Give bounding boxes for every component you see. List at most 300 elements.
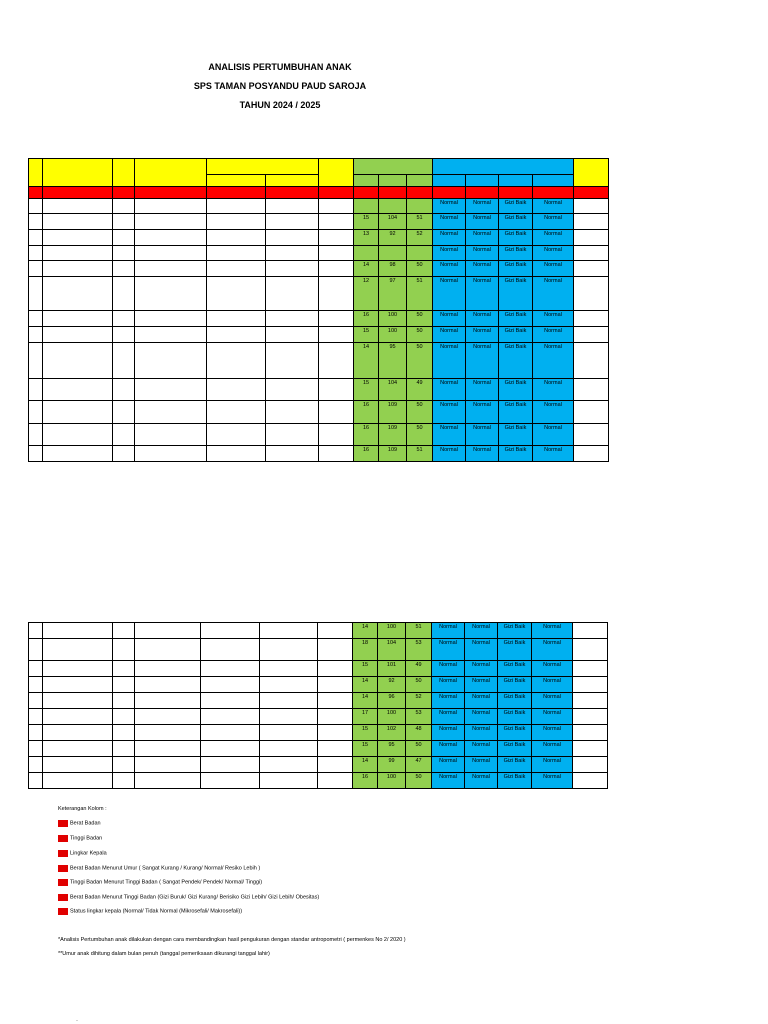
blank-cell [113, 246, 135, 261]
status-cell: Normal [432, 677, 465, 693]
table-row [29, 327, 609, 343]
blank-cell [113, 379, 135, 401]
blank-cell [135, 277, 207, 311]
blank-cell [113, 446, 135, 462]
table-row [29, 639, 608, 661]
status-cell: Gizi Baik [499, 311, 533, 327]
table-row [29, 446, 609, 462]
measurement-cell: 109 [379, 401, 407, 424]
blank-cell [266, 199, 319, 214]
blank-cell [43, 693, 113, 709]
status-cell: Normal [465, 725, 498, 741]
blank-cell [207, 343, 266, 379]
blank-cell [573, 725, 608, 741]
blank-cell [573, 709, 608, 725]
blank-cell [113, 693, 135, 709]
measurement-cell: 15 [353, 741, 378, 757]
blank-cell [574, 277, 609, 311]
blank-cell [135, 246, 207, 261]
blank-cell [319, 214, 354, 230]
blank-cell [207, 277, 266, 311]
blank-cell [135, 677, 201, 693]
status-cell: Normal [432, 757, 465, 773]
header-cell [354, 187, 379, 199]
measurement-cell: 53 [406, 639, 432, 661]
blank-cell [113, 709, 135, 725]
blank-cell [43, 757, 113, 773]
status-cell: Normal [466, 199, 499, 214]
legend-item [58, 865, 260, 873]
blank-cell [29, 725, 43, 741]
status-cell: Normal [465, 677, 498, 693]
status-cell: Gizi Baik [499, 401, 533, 424]
status-cell: Normal [532, 661, 573, 677]
report-subtitle: SPS TAMAN POSYANDU PAUD SAROJA [193, 81, 367, 91]
header-cell [43, 159, 113, 187]
blank-cell [266, 446, 319, 462]
blank-cell [207, 246, 266, 261]
blank-cell [319, 311, 354, 327]
header-row-top [29, 159, 609, 175]
blank-cell [113, 230, 135, 246]
header-cell [29, 159, 43, 187]
legend-item-label: Lingkar Kepala [70, 850, 107, 857]
header-cell [135, 159, 207, 187]
blank-cell [207, 311, 266, 327]
header-cell [407, 175, 433, 187]
blank-cell [201, 709, 260, 725]
blank-cell [43, 261, 113, 277]
measurement-cell: 99 [378, 757, 406, 773]
blank-cell [135, 757, 201, 773]
blank-cell [319, 199, 354, 214]
blank-cell [319, 401, 354, 424]
status-cell: Normal [466, 277, 499, 311]
blank-cell [113, 757, 135, 773]
status-cell: Normal [532, 677, 573, 693]
status-cell: Normal [466, 261, 499, 277]
measurement-cell: 13 [354, 230, 379, 246]
blank-cell [113, 424, 135, 446]
measurement-cell: 49 [406, 661, 432, 677]
header-cell [379, 175, 407, 187]
status-cell: Gizi Baik [499, 230, 533, 246]
blank-cell [113, 639, 135, 661]
measurement-cell: 15 [354, 327, 379, 343]
measurement-cell: 14 [353, 693, 378, 709]
blank-cell [113, 677, 135, 693]
blank-cell [135, 623, 201, 639]
blank-cell [266, 401, 319, 424]
blank-cell [266, 246, 319, 261]
status-cell: Normal [432, 741, 465, 757]
blank-cell [574, 424, 609, 446]
measurement-cell: 14 [353, 623, 378, 639]
table-row [29, 741, 608, 757]
table-row [29, 230, 609, 246]
header-cell [466, 175, 499, 187]
blank-cell [574, 446, 609, 462]
blank-cell [574, 214, 609, 230]
blank-cell [573, 757, 608, 773]
blank-cell [135, 424, 207, 446]
blank-cell [43, 230, 113, 246]
blank-cell [573, 693, 608, 709]
blank-cell [43, 277, 113, 311]
blank-cell [319, 343, 354, 379]
blank-cell [113, 311, 135, 327]
blank-cell [135, 379, 207, 401]
measurement-cell: 47 [406, 757, 432, 773]
status-cell: Gizi Baik [499, 261, 533, 277]
status-cell: Normal [533, 424, 574, 446]
header-cell [29, 187, 43, 199]
blank-cell [43, 246, 113, 261]
status-cell: Normal [466, 446, 499, 462]
table-row [29, 261, 609, 277]
blank-cell [266, 230, 319, 246]
status-cell: Normal [432, 639, 465, 661]
table-row [29, 424, 609, 446]
status-cell: Normal [432, 709, 465, 725]
status-cell: Normal [532, 709, 573, 725]
measurement-cell [407, 246, 433, 261]
blank-cell [574, 401, 609, 424]
blank-cell [113, 277, 135, 311]
blank-cell [135, 773, 201, 789]
header-cell [533, 187, 574, 199]
blank-cell [319, 327, 354, 343]
status-cell: Normal [433, 214, 466, 230]
blank-cell [574, 246, 609, 261]
status-cell: Gizi Baik [498, 623, 532, 639]
blank-cell [135, 261, 207, 277]
blank-cell [135, 661, 201, 677]
table-row [29, 199, 609, 214]
blank-cell [29, 741, 43, 757]
blank-cell [207, 230, 266, 246]
header-cell [354, 175, 379, 187]
blank-cell [29, 379, 43, 401]
measurement-cell: 102 [378, 725, 406, 741]
blank-cell [318, 757, 353, 773]
blank-cell [29, 709, 43, 725]
blank-cell [29, 311, 43, 327]
blank-cell [43, 677, 113, 693]
blank-cell [113, 261, 135, 277]
blank-cell [260, 757, 318, 773]
measurement-cell: 100 [378, 773, 406, 789]
blank-cell [113, 343, 135, 379]
measurement-cell: 50 [407, 261, 433, 277]
measurement-cell: 50 [406, 773, 432, 789]
blank-cell [113, 661, 135, 677]
blank-cell [260, 741, 318, 757]
blank-cell [29, 327, 43, 343]
blank-cell [29, 757, 43, 773]
legend-item-label: Tinggi Badan [70, 835, 103, 842]
measurement-cell: 100 [378, 623, 406, 639]
status-cell: Gizi Baik [499, 246, 533, 261]
blank-cell [319, 230, 354, 246]
table-row [29, 311, 609, 327]
blank-cell [29, 623, 43, 639]
blank-cell [319, 379, 354, 401]
measurement-cell: 50 [407, 424, 433, 446]
blank-cell [207, 214, 266, 230]
status-cell: Normal [433, 246, 466, 261]
blank-cell [43, 446, 113, 462]
status-cell: Normal [533, 401, 574, 424]
blank-cell [266, 261, 319, 277]
page-mark: · [76, 1018, 78, 1024]
blank-cell [43, 709, 113, 725]
blank-cell [201, 693, 260, 709]
status-cell: Normal [533, 261, 574, 277]
status-cell: Normal [465, 639, 498, 661]
blank-cell [260, 661, 318, 677]
blank-cell [135, 725, 201, 741]
header-cell [207, 175, 266, 187]
blank-cell [113, 327, 135, 343]
blank-cell [266, 277, 319, 311]
measurement-cell: 16 [354, 311, 379, 327]
blank-cell [201, 677, 260, 693]
status-cell: Gizi Baik [498, 677, 532, 693]
header-cell [499, 175, 533, 187]
blank-cell [113, 725, 135, 741]
blank-cell [573, 677, 608, 693]
blank-cell [29, 214, 43, 230]
table-row [29, 677, 608, 693]
status-cell: Normal [533, 379, 574, 401]
status-cell: Normal [432, 623, 465, 639]
blank-cell [201, 757, 260, 773]
status-cell: Gizi Baik [499, 277, 533, 311]
legend-swatch [58, 879, 68, 886]
status-cell: Normal [533, 343, 574, 379]
measurement-cell: 104 [378, 639, 406, 661]
measurement-cell: 100 [379, 311, 407, 327]
blank-cell [113, 773, 135, 789]
blank-cell [43, 327, 113, 343]
blank-cell [43, 343, 113, 379]
measurement-cell: 104 [379, 214, 407, 230]
blank-cell [135, 327, 207, 343]
measurement-cell: 16 [354, 401, 379, 424]
measurement-cell: 96 [378, 693, 406, 709]
header-cell [113, 159, 135, 187]
table-row [29, 379, 609, 401]
status-cell: Normal [433, 199, 466, 214]
blank-cell [266, 214, 319, 230]
header-cell [266, 175, 319, 187]
status-cell: Normal [433, 424, 466, 446]
blank-cell [574, 379, 609, 401]
blank-cell [43, 401, 113, 424]
measurement-cell: 52 [407, 230, 433, 246]
blank-cell [135, 639, 201, 661]
blank-cell [573, 661, 608, 677]
blank-cell [573, 741, 608, 757]
blank-cell [573, 639, 608, 661]
status-cell: Normal [466, 379, 499, 401]
status-cell: Normal [533, 327, 574, 343]
header-cell [135, 187, 207, 199]
status-cell: Normal [533, 277, 574, 311]
blank-cell [29, 246, 43, 261]
blank-cell [135, 214, 207, 230]
measurement-cell: 18 [353, 639, 378, 661]
status-header [433, 159, 574, 175]
blank-cell [207, 424, 266, 446]
blank-cell [318, 693, 353, 709]
measurement-cell: 16 [353, 773, 378, 789]
blank-cell [29, 446, 43, 462]
blank-cell [318, 741, 353, 757]
blank-cell [318, 709, 353, 725]
status-cell: Gizi Baik [498, 757, 532, 773]
column-number-row [29, 187, 609, 199]
status-cell: Normal [433, 277, 466, 311]
legend-item-label: Tinggi Badan Menurut Tinggi Badan ( Sangat Pendek/ Pendek/ Normal/ Tinggi) [70, 879, 263, 886]
measurement-cell: 109 [379, 424, 407, 446]
blank-cell [43, 623, 113, 639]
status-cell: Gizi Baik [498, 639, 532, 661]
status-cell: Normal [432, 773, 465, 789]
blank-cell [266, 379, 319, 401]
measurement-cell: 14 [353, 757, 378, 773]
measurement-cell: 92 [379, 230, 407, 246]
status-cell: Normal [532, 639, 573, 661]
status-cell: Gizi Baik [498, 773, 532, 789]
blank-cell [207, 379, 266, 401]
blank-cell [207, 199, 266, 214]
blank-cell [29, 401, 43, 424]
status-cell: Normal [465, 757, 498, 773]
legend-heading: Keterangan Kolom : [58, 806, 107, 812]
growth-table-2 [28, 622, 608, 789]
table-row [29, 623, 608, 639]
blank-cell [43, 379, 113, 401]
header-cell [113, 187, 135, 199]
blank-cell [135, 343, 207, 379]
status-cell: Normal [433, 311, 466, 327]
status-cell: Normal [466, 214, 499, 230]
measurement-cell [379, 246, 407, 261]
legend-swatch [58, 850, 68, 857]
blank-cell [43, 214, 113, 230]
blank-cell [319, 277, 354, 311]
measurement-cell: 51 [406, 623, 432, 639]
measurement-cell [354, 199, 379, 214]
status-cell: Normal [466, 401, 499, 424]
blank-cell [574, 261, 609, 277]
measurement-cell: 14 [354, 343, 379, 379]
status-cell: Normal [533, 214, 574, 230]
blank-cell [266, 343, 319, 379]
blank-cell [29, 230, 43, 246]
status-cell: Normal [532, 741, 573, 757]
status-cell: Normal [433, 261, 466, 277]
status-cell: Normal [533, 446, 574, 462]
legend-item [58, 820, 101, 828]
measurement-cell [354, 246, 379, 261]
status-cell: Gizi Baik [498, 661, 532, 677]
status-cell: Normal [533, 230, 574, 246]
blank-cell [574, 199, 609, 214]
blank-cell [319, 446, 354, 462]
blank-cell [29, 424, 43, 446]
measurement-cell: 50 [407, 343, 433, 379]
legend-item-label: Berat Badan Menurut Umur ( Sangat Kurang / Kurang/ Normal/ Resiko Lebih ) [70, 865, 261, 872]
table-row [29, 725, 608, 741]
legend-swatch [58, 908, 68, 915]
measurement-cell: 50 [407, 311, 433, 327]
table-row [29, 757, 608, 773]
measurement-cell: 17 [353, 709, 378, 725]
blank-cell [29, 199, 43, 214]
status-cell: Gizi Baik [499, 424, 533, 446]
table-row [29, 773, 608, 789]
measurement-cell: 14 [354, 261, 379, 277]
header-cell [207, 159, 319, 175]
blank-cell [201, 741, 260, 757]
measurement-cell: 16 [354, 446, 379, 462]
blank-cell [207, 401, 266, 424]
blank-cell [135, 401, 207, 424]
measurement-cell: 100 [378, 709, 406, 725]
status-cell: Gizi Baik [499, 379, 533, 401]
status-cell: Normal [465, 693, 498, 709]
status-cell: Normal [532, 773, 573, 789]
blank-cell [201, 623, 260, 639]
blank-cell [201, 661, 260, 677]
measurement-cell: 109 [379, 446, 407, 462]
blank-cell [266, 424, 319, 446]
status-cell: Normal [466, 327, 499, 343]
legend-swatch [58, 835, 68, 842]
legend-item [58, 835, 102, 843]
blank-cell [260, 709, 318, 725]
blank-cell [266, 327, 319, 343]
blank-cell [574, 311, 609, 327]
table-row [29, 343, 609, 379]
status-cell: Normal [432, 693, 465, 709]
status-cell: Normal [466, 343, 499, 379]
blank-cell [29, 639, 43, 661]
table-row [29, 277, 609, 311]
status-cell: Normal [465, 661, 498, 677]
header-cell [319, 187, 354, 199]
measurement-cell: 51 [407, 214, 433, 230]
legend-item [58, 850, 107, 858]
table-row [29, 401, 609, 424]
blank-cell [319, 424, 354, 446]
blank-cell [573, 623, 608, 639]
measurement-cell: 101 [378, 661, 406, 677]
blank-cell [29, 277, 43, 311]
measurement-header [354, 159, 433, 175]
footnote-1: *Analisis Pertumbuhan anak dilakukan dengan cara membandingkan hasil pengukuran dengan standar antropometri ( permenkes No 2/ 2020 ) [58, 937, 406, 943]
blank-cell [318, 725, 353, 741]
measurement-cell: 14 [353, 677, 378, 693]
blank-cell [135, 230, 207, 246]
status-cell: Normal [466, 230, 499, 246]
status-cell: Gizi Baik [499, 446, 533, 462]
status-cell: Normal [433, 379, 466, 401]
table-row [29, 214, 609, 230]
